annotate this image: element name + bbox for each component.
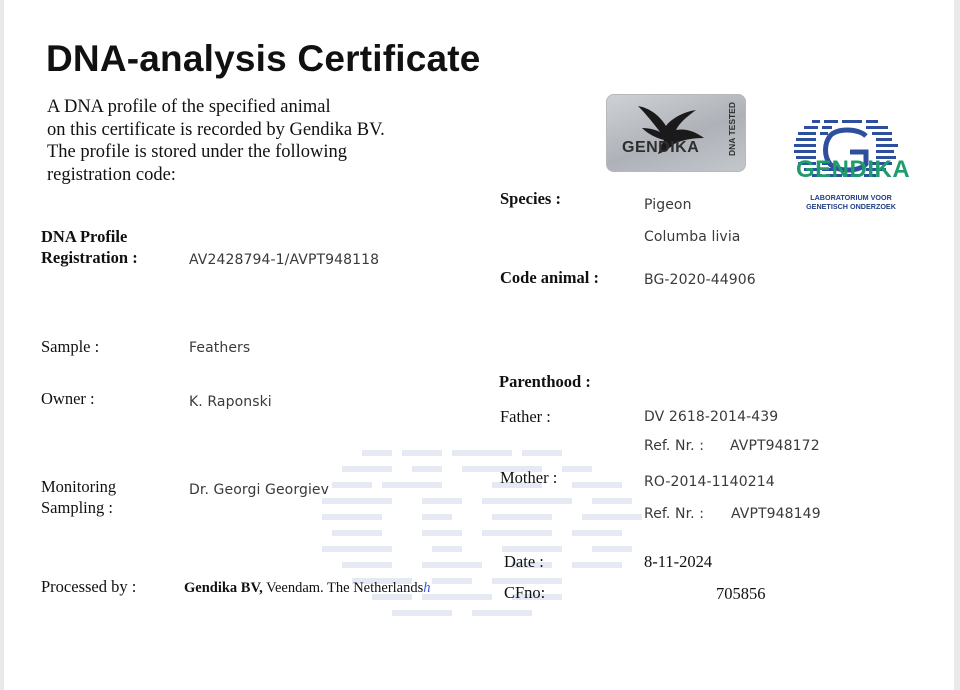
certificate-page bbox=[4, 0, 954, 690]
date-value: 8-11-2024 bbox=[644, 552, 713, 571]
dna-tested-badge bbox=[606, 94, 746, 172]
sample-label: Sample : bbox=[41, 337, 100, 356]
mother-ref-value: AVPT948149 bbox=[731, 506, 821, 522]
certificate-title: DNA-analysis Certificate bbox=[46, 38, 481, 79]
processed-label: Processed by : bbox=[41, 577, 137, 596]
father-value: DV 2618-2014-439 bbox=[644, 409, 779, 425]
registration-label-line: DNA Profile bbox=[41, 227, 128, 246]
processed-location: Veendam. The Netherlands bbox=[266, 580, 424, 596]
monitoring-value: Dr. Georgi Georgiev bbox=[189, 482, 330, 498]
sample-value: Feathers bbox=[189, 340, 251, 356]
mother-label: Mother : bbox=[500, 468, 558, 487]
tagline-line: LABORATORIUM VOOR bbox=[810, 193, 892, 202]
code-animal-label: Code animal : bbox=[500, 268, 599, 287]
species-latin-value: Columba livia bbox=[644, 229, 741, 245]
intro-line: The profile is stored under the following bbox=[47, 142, 348, 162]
species-label: Species : bbox=[500, 189, 561, 208]
intro-line: on this certificate is recorded by Gendika BV. bbox=[47, 119, 385, 140]
registration-label bbox=[41, 226, 138, 268]
father-ref-label: Ref. Nr. : bbox=[644, 438, 705, 454]
intro-line: A DNA profile of the specified animal bbox=[47, 97, 331, 117]
tagline-line: GENETISCH ONDERZOEK bbox=[806, 202, 896, 211]
processed-company: Gendika BV, bbox=[184, 580, 263, 596]
monitoring-label-line: Monitoring bbox=[41, 477, 117, 496]
intro-text bbox=[47, 96, 467, 186]
intro-line: registration code: bbox=[47, 164, 176, 185]
gendika-watermark bbox=[322, 440, 652, 640]
code-animal-value: BG-2020-44906 bbox=[644, 272, 756, 288]
cfno-value: 705856 bbox=[716, 584, 766, 603]
owner-value: K. Raponski bbox=[189, 394, 272, 410]
registration-label-line: Registration : bbox=[41, 248, 138, 267]
mother-ref-label: Ref. Nr. : bbox=[644, 506, 705, 522]
badge-side bbox=[724, 100, 740, 164]
registration-value: AV2428794-1/AVPT948118 bbox=[189, 252, 380, 268]
gendika-logo-tagline bbox=[796, 193, 906, 211]
processed-value bbox=[184, 580, 431, 597]
monitoring-label bbox=[41, 476, 116, 518]
owner-label: Owner : bbox=[41, 389, 95, 408]
monitoring-label-line: Sampling : bbox=[41, 498, 113, 517]
gendika-logo-name: GENDIKA bbox=[796, 156, 911, 183]
pen-mark: h bbox=[423, 580, 431, 596]
date-label: Date : bbox=[504, 552, 544, 571]
cfno-label: CFno: bbox=[504, 583, 546, 602]
father-ref-value: AVPT948172 bbox=[730, 438, 820, 454]
badge-side-text: DNA TESTED bbox=[727, 102, 737, 156]
mother-value: RO-2014-1140214 bbox=[644, 474, 775, 490]
father-label: Father : bbox=[500, 407, 551, 426]
badge-brand-text: GENDIKA bbox=[622, 139, 700, 156]
parenthood-label: Parenthood : bbox=[499, 372, 591, 391]
species-common-value: Pigeon bbox=[644, 197, 692, 213]
